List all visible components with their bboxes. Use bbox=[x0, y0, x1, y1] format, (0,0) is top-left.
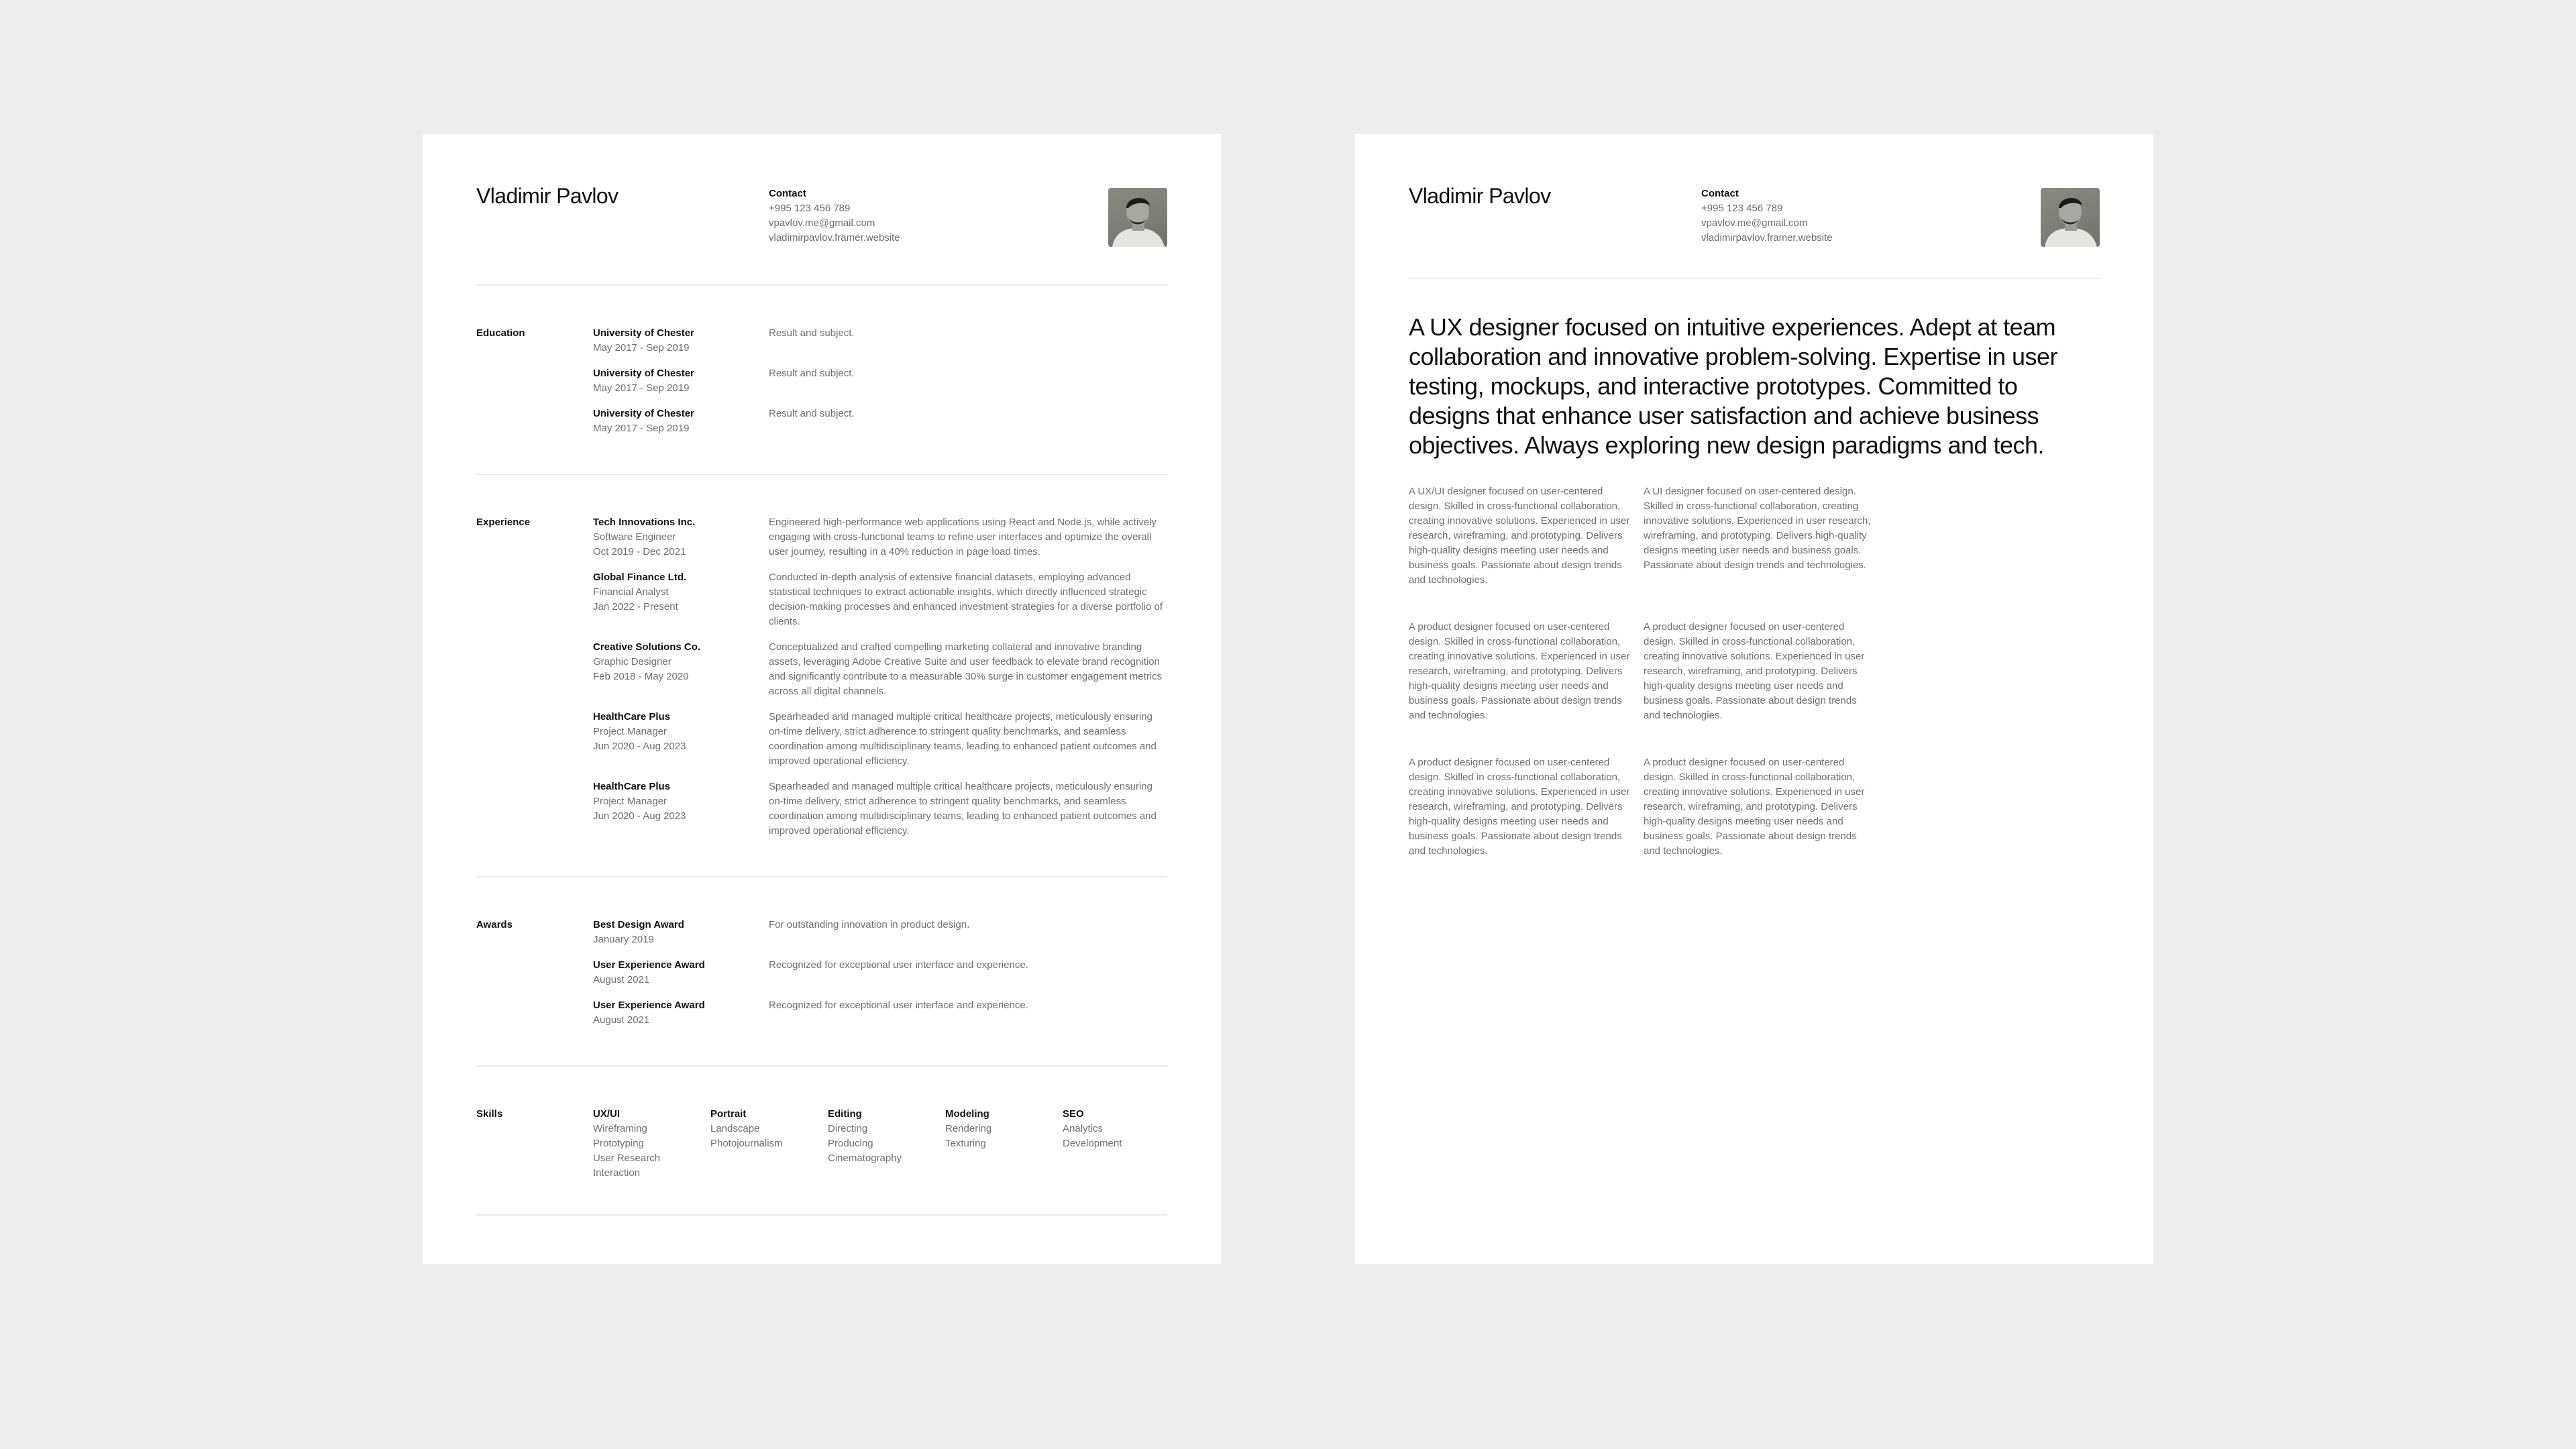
skill-item: Prototyping bbox=[593, 1138, 644, 1149]
skill-group bbox=[828, 1107, 945, 1181]
skill-group-title: Editing bbox=[828, 1108, 862, 1120]
job-desc: Spearheaded and managed multiple critical healthcare projects, meticulously ensuring on-time delivery, strict adherence to stringent quality benchmarks, and seamless coordination among multidisciplinary teams, leading to enhanced patient outcomes and improved operational efficiency. bbox=[769, 781, 1157, 837]
job-dates: Oct 2019 - Dec 2021 bbox=[593, 546, 686, 557]
award-date: August 2021 bbox=[593, 974, 650, 985]
award-desc: Recognized for exceptional user interface and experience. bbox=[769, 1000, 1028, 1011]
bio-block: A product designer focused on user-centered design. Skilled in cross-functional collaboration, creating innovative solutions. Experienced in user research, wireframing, and prototyping. Delivers high-quality designs meeting user needs and business goals. Passionate about design trends and technologies. bbox=[1644, 757, 1865, 857]
contact-phone[interactable]: +995 123 456 789 bbox=[1701, 203, 1783, 214]
skill-item: Interaction bbox=[593, 1167, 641, 1179]
skill-group-title: SEO bbox=[1063, 1108, 1084, 1120]
skill-group-title: Modeling bbox=[945, 1108, 989, 1120]
awards-section bbox=[476, 877, 1167, 1065]
section-label: Education bbox=[476, 327, 525, 339]
experience-item bbox=[593, 640, 1167, 699]
job-desc: Conceptualized and crafted compelling marketing collateral and innovative branding assets, leveraging Adobe Creative Suite and user feedback to elevate brand recognition and significantly contribute to a measurable 30% surge in customer engagement metrics across all digital channels. bbox=[769, 641, 1163, 697]
education-item bbox=[593, 326, 1167, 356]
award-title: User Experience Award bbox=[593, 1000, 705, 1011]
job-desc: Engineered high-performance web applications using React and Node.js, while actively engaging with cross-functional teams to refine user interfaces and optimize the overall user journey, resulting in a 40% reduction in page load times. bbox=[769, 517, 1157, 557]
skill-item: Texturing bbox=[945, 1138, 986, 1149]
job-desc: Spearheaded and managed multiple critical healthcare projects, meticulously ensuring on-time delivery, strict adherence to stringent quality benchmarks, and seamless coordination among multidisciplinary teams, leading to enhanced patient outcomes and improved operational efficiency. bbox=[769, 711, 1157, 767]
education-dates: May 2017 - Sep 2019 bbox=[593, 382, 690, 394]
education-dates: May 2017 - Sep 2019 bbox=[593, 423, 690, 434]
school-name: University of Chester bbox=[593, 368, 694, 379]
job-dates: Feb 2018 - May 2020 bbox=[593, 671, 689, 682]
education-desc: Result and subject. bbox=[769, 408, 855, 419]
contact-title: Contact bbox=[1701, 188, 1739, 199]
education-dates: May 2017 - Sep 2019 bbox=[593, 342, 690, 354]
resume-page-2 bbox=[1355, 134, 2153, 1264]
school-name: University of Chester bbox=[593, 408, 694, 419]
bio-block: A product designer focused on user-centered design. Skilled in cross-functional collaboration, creating innovative solutions. Experienced in user research, wireframing, and prototyping. Delivers high-quality designs meeting user needs and business goals. Passionate about design trends and technologies. bbox=[1409, 757, 1630, 857]
bio-block: A product designer focused on user-centered design. Skilled in cross-functional collaboration, creating innovative solutions. Experienced in user research, wireframing, and prototyping. Delivers high-quality designs meeting user needs and business goals. Passionate about design trends and technologies. bbox=[1644, 621, 1865, 721]
education-item bbox=[593, 407, 1167, 436]
skills-section bbox=[476, 1067, 1167, 1214]
award-date: August 2021 bbox=[593, 1014, 650, 1026]
education-item bbox=[593, 366, 1167, 396]
award-item bbox=[593, 918, 1167, 947]
divider bbox=[476, 1214, 1167, 1216]
job-dates: Jan 2022 - Present bbox=[593, 601, 678, 612]
award-desc: For outstanding innovation in product design. bbox=[769, 919, 970, 930]
resume-header bbox=[476, 134, 1167, 284]
award-item bbox=[593, 958, 1167, 987]
skill-group bbox=[1063, 1107, 1180, 1181]
contact-title: Contact bbox=[769, 188, 806, 199]
job-role: Graphic Designer bbox=[593, 656, 672, 667]
job-dates: Jun 2020 - Aug 2023 bbox=[593, 810, 686, 822]
job-role: Financial Analyst bbox=[593, 586, 669, 598]
skill-item: Rendering bbox=[945, 1123, 992, 1134]
skill-group bbox=[593, 1107, 710, 1181]
skill-item: Development bbox=[1063, 1138, 1122, 1149]
experience-item bbox=[593, 710, 1167, 769]
school-name: University of Chester bbox=[593, 327, 694, 339]
bio-block: A UX/UI designer focused on user-centered design. Skilled in cross-functional collaboration, creating innovative solutions. Experienced in user research, wireframing, and prototyping. Delivers high-quality designs meeting user needs and business goals. Passionate about design trends and technologies. bbox=[1409, 486, 1630, 586]
contact-phone[interactable]: +995 123 456 789 bbox=[769, 203, 851, 214]
company-name: Creative Solutions Co. bbox=[593, 641, 701, 653]
skill-group bbox=[710, 1107, 828, 1181]
section-label: Awards bbox=[476, 919, 513, 930]
bio-block: A UI designer focused on user-centered design. Skilled in cross-functional collaboration, creating innovative solutions. Experienced in user research, wireframing, and prototyping. Delivers high-quality designs meeting user needs and business goals. Passionate about design trends and technologies. bbox=[1644, 486, 1871, 571]
skill-group-title: Portrait bbox=[710, 1108, 747, 1120]
skill-item: Photojournalism bbox=[710, 1138, 783, 1149]
job-role: Software Engineer bbox=[593, 531, 676, 543]
contact-website[interactable]: vladimirpavlov.framer.website bbox=[769, 232, 900, 244]
company-name: HealthCare Plus bbox=[593, 781, 671, 792]
skill-item: Analytics bbox=[1063, 1123, 1104, 1134]
experience-item bbox=[593, 780, 1167, 839]
skill-item: Directing bbox=[828, 1123, 868, 1134]
job-desc: Conducted in-depth analysis of extensive financial datasets, employing advanced statistical techniques to extract actionable insights, which directly influenced strategic decision-making processes and enhanced investment strategies for a diverse portfolio of clients. bbox=[769, 572, 1163, 627]
award-desc: Recognized for exceptional user interface and experience. bbox=[769, 959, 1028, 971]
company-name: Global Finance Ltd. bbox=[593, 572, 687, 583]
education-desc: Result and subject. bbox=[769, 368, 855, 379]
job-role: Project Manager bbox=[593, 796, 667, 807]
skill-item: Landscape bbox=[710, 1123, 760, 1134]
experience-item bbox=[593, 570, 1167, 629]
skill-item: User Research bbox=[593, 1152, 661, 1164]
education-section bbox=[476, 286, 1167, 474]
experience-item bbox=[593, 515, 1167, 559]
divider bbox=[1409, 278, 2100, 279]
contact-block bbox=[769, 186, 900, 246]
section-label: Experience bbox=[476, 517, 531, 528]
contact-website[interactable]: vladimirpavlov.framer.website bbox=[1701, 232, 1833, 244]
resume-header bbox=[1409, 134, 2100, 278]
profile-photo-icon bbox=[1108, 188, 1167, 247]
profile-photo-icon bbox=[2041, 188, 2100, 247]
person-name: Vladimir Pavlov bbox=[1409, 184, 1551, 208]
person-name: Vladimir Pavlov bbox=[476, 184, 619, 208]
job-role: Project Manager bbox=[593, 726, 667, 737]
award-date: January 2019 bbox=[593, 934, 654, 945]
skill-item: Producing bbox=[828, 1138, 873, 1149]
company-name: HealthCare Plus bbox=[593, 711, 671, 722]
education-desc: Result and subject. bbox=[769, 327, 855, 339]
summary-paragraph: A UX designer focused on intuitive experiences. Adept at team collaboration and innovative problem-solving. Expertise in user testing, mockups, and interactive prototypes. Committed to designs that enhance user satisfaction and achieve business objectives. Always exploring new design paradigms and tech. bbox=[1409, 313, 2058, 459]
company-name: Tech Innovations Inc. bbox=[593, 517, 696, 528]
bio-block: A product designer focused on user-centered design. Skilled in cross-functional collaboration, creating innovative solutions. Experienced in user research, wireframing, and prototyping. Delivers high-quality designs meeting user needs and business goals. Passionate about design trends and technologies. bbox=[1409, 621, 1630, 721]
skill-item: Cinematography bbox=[828, 1152, 902, 1164]
contact-email[interactable]: vpavlov.me@gmail.com bbox=[769, 217, 875, 229]
award-title: User Experience Award bbox=[593, 959, 705, 971]
contact-email[interactable]: vpavlov.me@gmail.com bbox=[1701, 217, 1808, 229]
skill-group bbox=[945, 1107, 1063, 1181]
award-item bbox=[593, 998, 1167, 1028]
section-label: Skills bbox=[476, 1108, 503, 1120]
job-dates: Jun 2020 - Aug 2023 bbox=[593, 741, 686, 752]
resume-page-1 bbox=[423, 134, 1221, 1264]
skill-item: Wireframing bbox=[593, 1123, 647, 1134]
experience-section bbox=[476, 475, 1167, 876]
bio-grid bbox=[1409, 484, 2100, 859]
contact-block bbox=[1701, 186, 1833, 246]
skill-group-title: UX/UI bbox=[593, 1108, 621, 1120]
award-title: Best Design Award bbox=[593, 919, 684, 930]
